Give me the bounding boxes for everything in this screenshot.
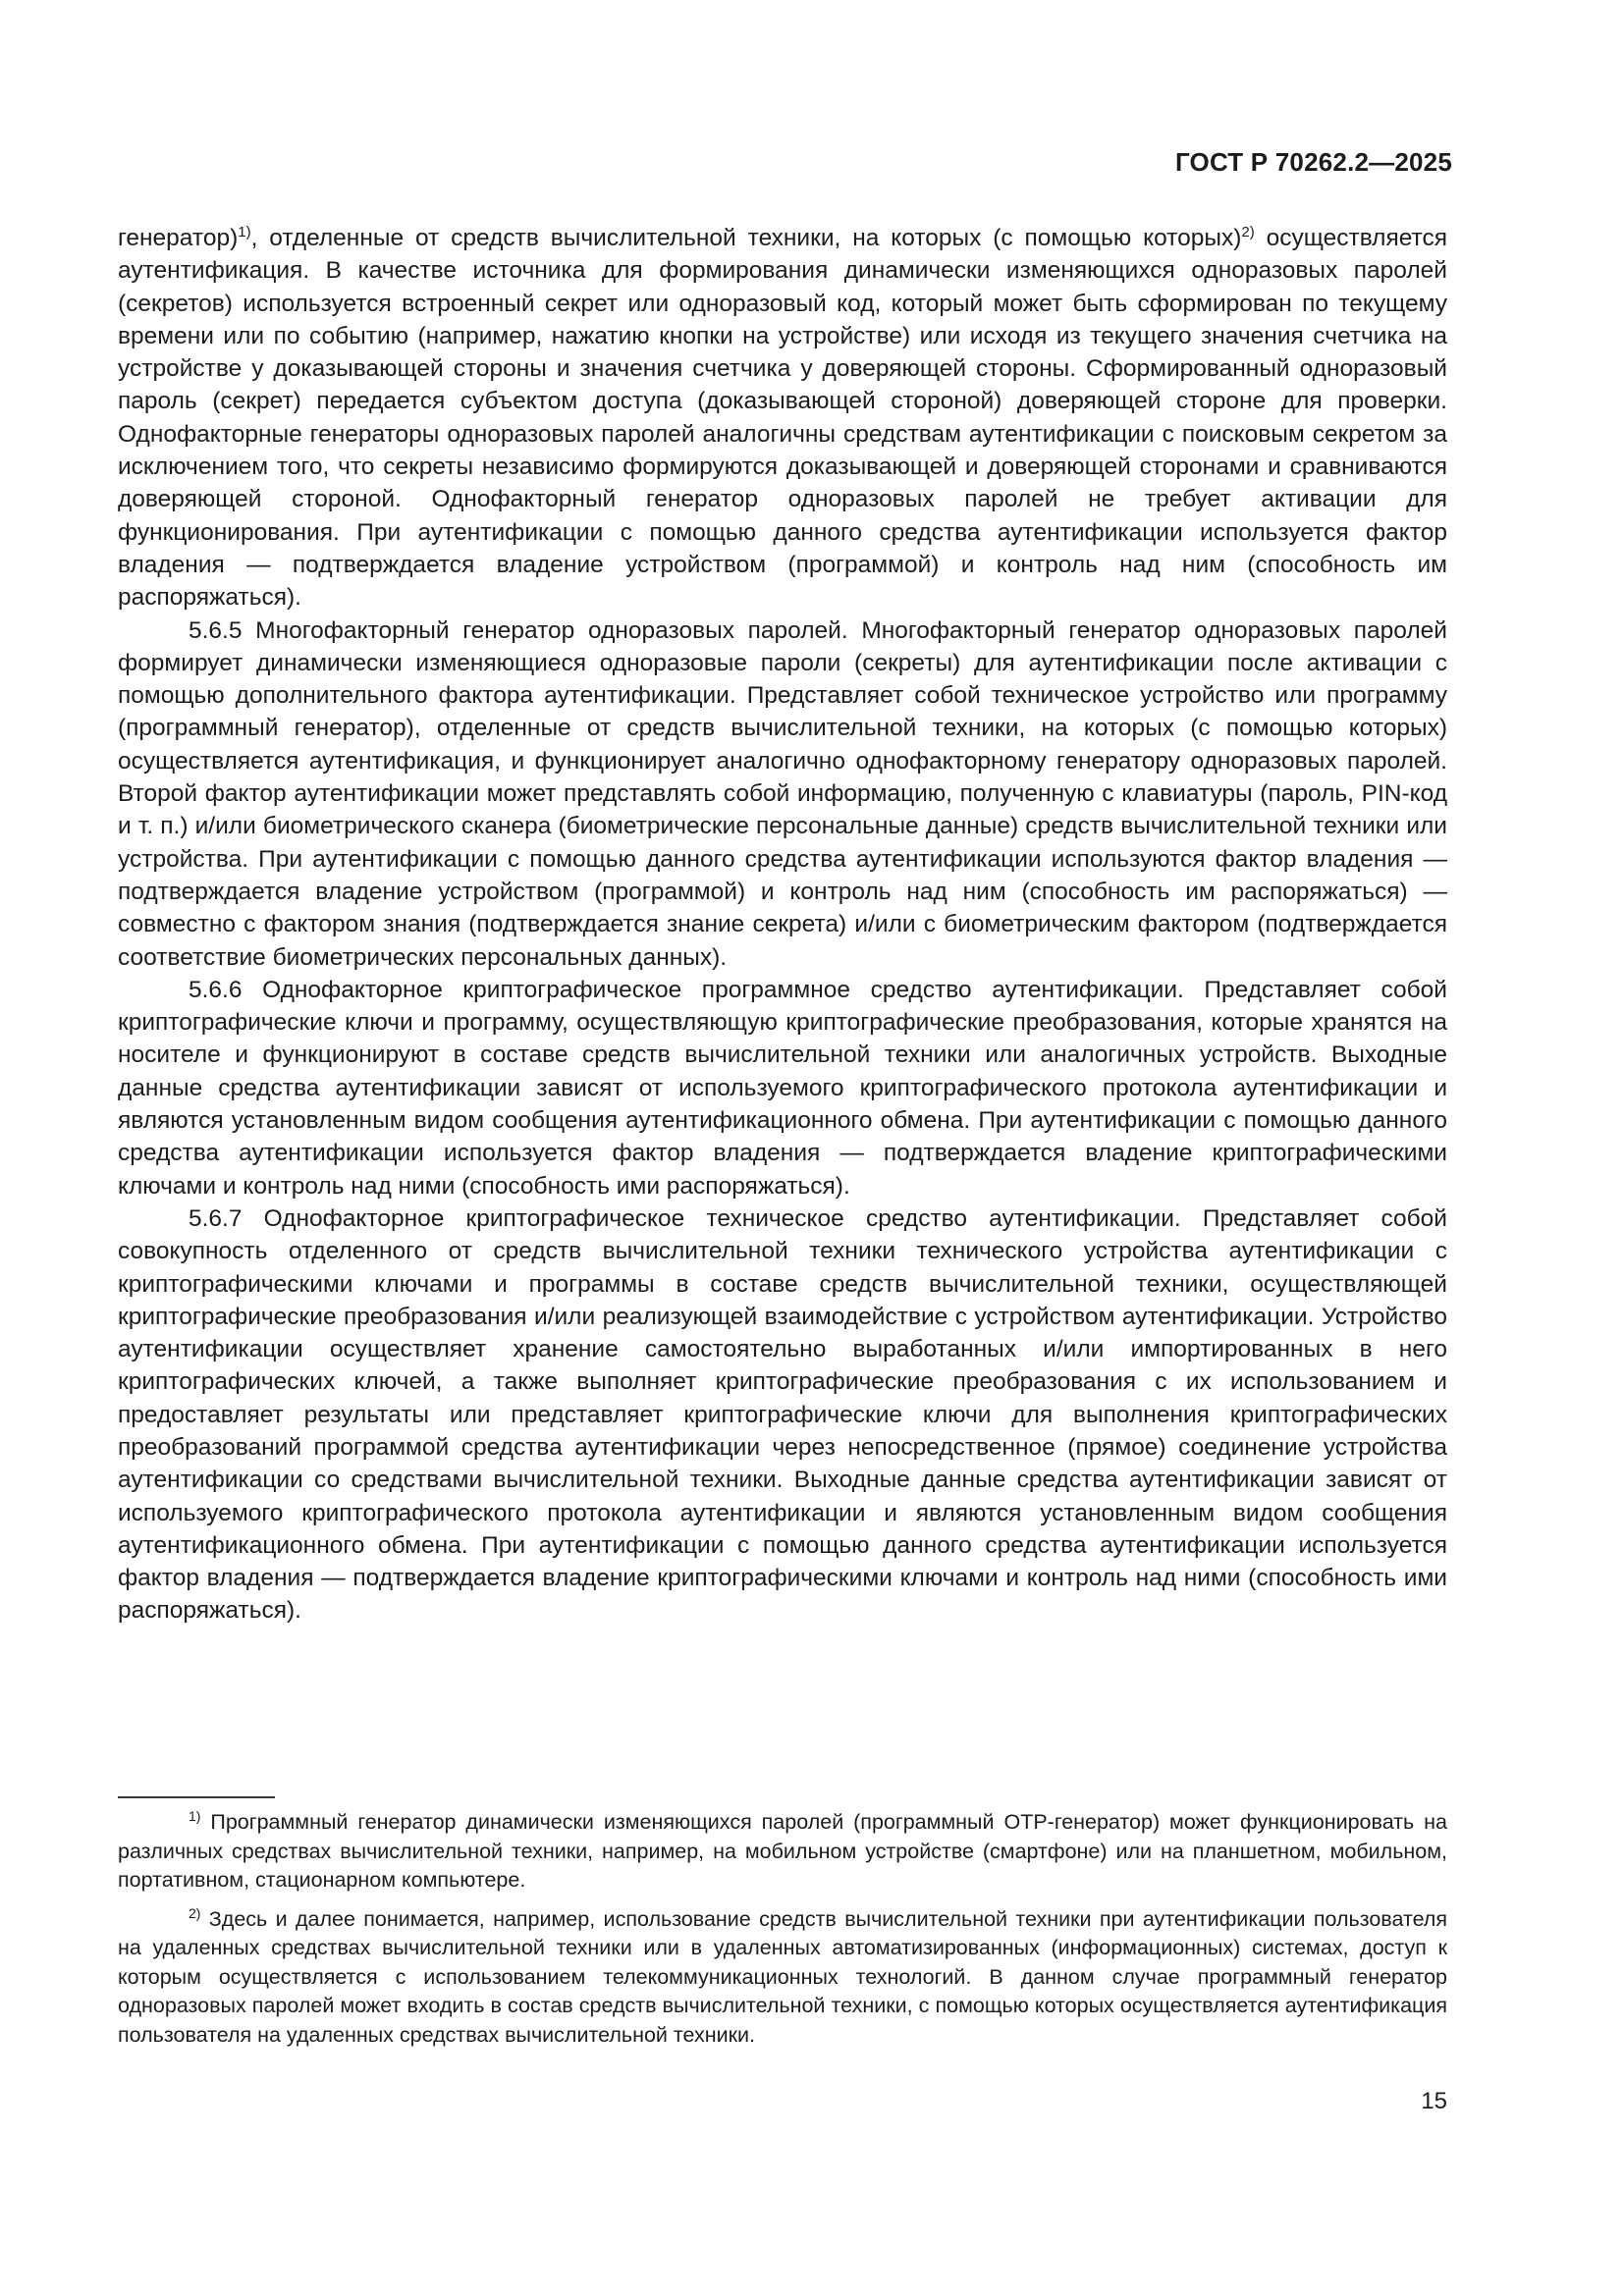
footnote-text: Программный генератор динамически изменяющихся паролей (программный OTP-генератор) может функционировать на различных средствах вычислительной техники, например, на мобильном устройстве (смартфоне) или на планшетном, мобильном, портативном, стационарном компьютере. bbox=[118, 1810, 1447, 1892]
footnote-divider bbox=[118, 1796, 275, 1798]
footnotes bbox=[118, 1808, 1447, 2059]
paragraph-5-6-6: 5.6.6 Однофакторное криптографическое программное средство аутентификации. Представляет собой криптографические ключи и программу, осуществляющую криптографические преобразования, которые хранятся на носителе и функционируют в составе средств вычислительной техники или аналогичных устройств. Выходные данные средства аутентификации зависят от используемого криптографического протокола аутентификации и являются установленным видом сообщения аутентификационного обмена. При аутентификации с помощью данного средства аутентификации используется фактор владения — подтверждается владение криптографическими ключами и контроль над ними (способность ими распоряжаться). bbox=[118, 976, 1447, 1200]
paragraph-text: генератор) bbox=[118, 225, 239, 251]
footnote-ref-1[interactable]: 1) bbox=[238, 224, 251, 240]
footnote-2 bbox=[118, 1905, 1447, 2051]
footnote-marker: 2) bbox=[189, 1904, 201, 1921]
paragraph-continuation bbox=[118, 222, 1447, 614]
document-id: ГОСТ Р 70262.2—2025 bbox=[1174, 147, 1452, 177]
paragraph-5-6-7: 5.6.7 Однофакторное криптографическое техническое средство аутентификации. Представляет собой совокупность отделенного от средств вычислительной техники технического устройства аутентификации с криптографическими ключами и программы в составе средств вычислительной техники, осуществляющей криптографические преобразования и/или реализующей взаимодействие с устройством аутентификации. Устройство аутентификации осуществляет хранение самостоятельно выработанных и/или импортированных в него криптографических ключей, а также выполняет криптографические преобразования с их использованием и предоставляет результаты или представляет криптографические ключи для выполнения криптографических преобразований программой средства аутентификации через непосредственное (прямое) соединение устройства аутентификации со средствами вычислительной техники. Выходные данные средства аутентификации зависят от используемого криптографического протокола аутентификации и являются установленным видом сообщения аутентификационного обмена. При аутентификации с помощью данного средства аутентификации используется фактор владения — подтверждается владение криптографическими ключами и контроль над ними (способность ими распоряжаться). bbox=[118, 1204, 1447, 1625]
paragraph-5-6-5: 5.6.5 Многофакторный генератор одноразовых паролей. Многофакторный генератор одноразовых паролей формирует динамически изменяющиеся одноразовые пароли (секреты) для аутентификации после активации с помощью дополнительного фактора аутентификации. Представляет собой техническое устройство или программу (программный генератор), отделенные от средств вычислительной техники, на которых (с помощью которых) осуществляется аутентификация, и функционирует аналогично однофакторному генератору одноразовых паролей. Второй фактор аутентификации может представлять собой информацию, полученную с клавиатуры (пароль, PIN-код и т. п.) и/или биометрического сканера (биометрические персональные данные) средств вычислительной техники или устройства. При аутентификации с помощью данного средства аутентификации используются фактор владения — подтверждается владение устройством (программой) и контроль над ним (способность им распоряжаться) — совместно с фактором знания (подтверждается знание секрета) и/или с биометрическим фактором (подтверждается соответствие биометрических персональных данных). bbox=[118, 616, 1447, 971]
footnote-marker: 1) bbox=[189, 1808, 201, 1824]
paragraph-text: , отделенные от средств вычислительной техники, на которых (с помощью которых) bbox=[250, 225, 1242, 251]
footnote-1 bbox=[118, 1808, 1447, 1896]
document-header bbox=[1175, 147, 1452, 178]
paragraph-text: осуществляется аутентификация. В качестве источника для формирования динамически изменяющихся одноразовых паролей (секретов) используется встроенный секрет или одноразовый код, который может быть сформирован по текущему времени или по событию (например, нажатию кнопки на устройстве) или исходя из текущего значения счетчика на устройстве у доказывающей стороны и значения счетчика у доверяющей стороны. Сформированный одноразовый пароль (секрет) передается субъектом доступа (доказывающей стороной) доверяющей стороне для проверки. Однофакторные генераторы одноразовых паролей аналогичны средствам аутентификации с поисковым секретом за исключением того, что секреты независимо формируются доказывающей и доверяющей сторонами и сравниваются доверяющей стороной. Однофакторный генератор одноразовых паролей не требует активации для функционирования. При аутентификации с помощью данного средства аутентификации используется фактор владения — подтверждается владение устройством (программой) и контроль над ним (способность им распоряжаться). bbox=[118, 225, 1447, 612]
footnote-ref-2[interactable]: 2) bbox=[1241, 224, 1255, 240]
footnote-text: Здесь и далее понимается, например, использование средств вычислительной техники при аутентификации пользователя на удаленных средствах вычислительной техники или в удаленных автоматизированных (информационных) системах, доступ к которым осуществляется с использованием телекоммуникационных технологий. В данном случае программный генератор одноразовых паролей может входить в состав средств вычислительной техники, с помощью которых осуществляется аутентификация пользователя на удаленных средствах вычислительной техники. bbox=[118, 1906, 1447, 2047]
main-text bbox=[118, 222, 1447, 1628]
page-number: 15 bbox=[1421, 2088, 1447, 2114]
